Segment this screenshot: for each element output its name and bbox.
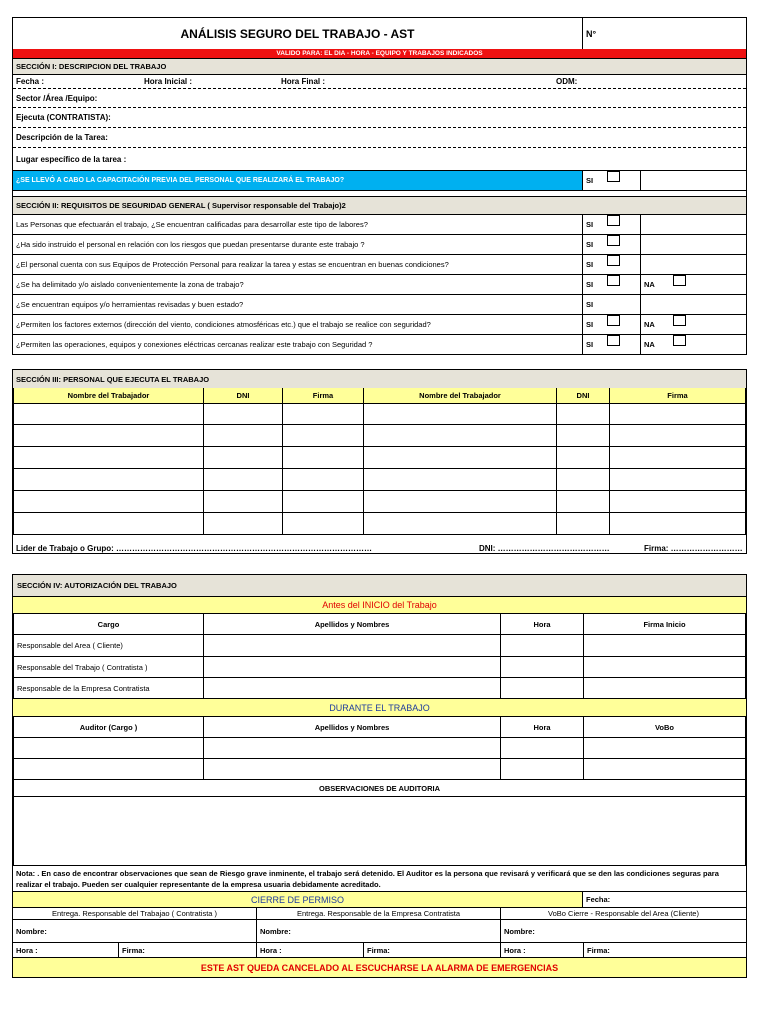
col-hora: Hora xyxy=(501,614,584,635)
section3-block xyxy=(12,369,747,554)
form-title: ANÁLISIS SEGURO DEL TRABAJO - AST xyxy=(180,26,415,41)
worker-dni-cell[interactable] xyxy=(204,513,283,535)
worker-dni-cell[interactable] xyxy=(204,425,283,447)
worker-firma-cell[interactable] xyxy=(610,513,746,535)
firma-field-2[interactable]: Firma: xyxy=(363,943,500,957)
hora-inicial-field[interactable]: Hora Inicial : xyxy=(144,77,193,86)
question-row xyxy=(13,314,746,334)
worker-name-cell[interactable] xyxy=(364,469,557,491)
na-checkbox[interactable] xyxy=(673,275,686,286)
resp-area-firma[interactable] xyxy=(584,635,746,657)
resp-trabajo-label: Responsable del Trabajo ( Contratista ) xyxy=(14,657,204,678)
cancelado-banner: ESTE AST QUEDA CANCELADO AL ESCUCHARSE LA ALARMA DE EMERGENCIAS xyxy=(200,962,559,973)
question-row xyxy=(13,274,746,294)
form-number-field[interactable] xyxy=(582,18,746,49)
worker-name-cell[interactable] xyxy=(364,447,557,469)
col-firma-2: Firma xyxy=(610,388,746,404)
worker-dni-cell[interactable] xyxy=(557,513,610,535)
worker-firma-cell[interactable] xyxy=(610,491,746,513)
si-label: SI xyxy=(586,260,594,269)
worker-firma-cell[interactable] xyxy=(283,404,364,425)
worker-row xyxy=(14,513,746,535)
si-checkbox[interactable] xyxy=(607,335,620,346)
auditor-cell-1[interactable] xyxy=(14,738,204,759)
worker-firma-cell[interactable] xyxy=(283,447,364,469)
question-text: ¿El personal cuenta con sus Equipos de Protección Personal para realizar la tarea y estas se encuentran en buenas condiciones? xyxy=(16,260,449,269)
question-text: ¿Se encuentran equipos y/o herramientas revisadas y buen estado? xyxy=(16,300,244,309)
na-label: NA xyxy=(644,320,655,329)
form-number-label: N° xyxy=(586,28,597,39)
firma-field-1[interactable]: Firma: xyxy=(118,943,256,957)
nombre-field-3[interactable]: Nombre: xyxy=(500,920,746,942)
question-row xyxy=(13,294,746,314)
si-label: SI xyxy=(586,280,594,289)
si-label: SI xyxy=(586,220,594,229)
si-label: SI xyxy=(586,240,594,249)
descripcion-field[interactable]: Descripción de la Tarea: xyxy=(16,133,108,142)
worker-name-cell[interactable] xyxy=(364,513,557,535)
resp-trabajo-hora[interactable] xyxy=(501,657,584,678)
col-dni-2: DNI xyxy=(557,388,610,404)
firma-field-3[interactable]: Firma: xyxy=(583,943,746,957)
resp-area-hora[interactable] xyxy=(501,635,584,657)
col-vobo: VoBo xyxy=(584,717,746,738)
fecha-field[interactable]: Fecha : xyxy=(16,77,45,86)
worker-dni-cell[interactable] xyxy=(204,404,283,425)
si-checkbox[interactable] xyxy=(607,315,620,326)
section3-title: SECCIÓN III: PERSONAL QUE EJECUTA EL TRABAJO xyxy=(13,370,746,388)
resp-empresa-nombre[interactable] xyxy=(204,678,501,699)
resp-trabajo-firma[interactable] xyxy=(584,657,746,678)
auditor-hora-1[interactable] xyxy=(501,738,584,759)
section4-title: SECCIÓN IV: AUTORIZACIÓN DEL TRABAJO xyxy=(13,575,746,596)
section2-questions xyxy=(13,214,746,354)
worker-firma-cell[interactable] xyxy=(610,469,746,491)
si-label: SI xyxy=(586,300,594,309)
na-label: NA xyxy=(644,280,655,289)
resp-area-label: Responsable del Area ( Cliente) xyxy=(14,635,204,657)
worker-name-cell[interactable] xyxy=(14,447,204,469)
capacitacion-question: ¿SE LLEVÓ A CABO LA CAPACITACIÓN PREVIA DEL PERSONAL QUE REALIZARÁ EL TRABAJO? xyxy=(13,171,582,190)
header-block xyxy=(12,17,747,355)
na-label: NA xyxy=(644,340,655,349)
si-label: SI xyxy=(586,340,594,349)
question-text: Las Personas que efectuarán el trabajo, ¿Se encuentran calificadas para desarrollar este tipo de labores? xyxy=(16,220,368,229)
hora-final-field[interactable]: Hora Final : xyxy=(281,77,326,86)
auditor-nombre-2[interactable] xyxy=(204,759,501,780)
section4-block xyxy=(12,574,747,978)
lider-firma-field[interactable]: Firma: ……………………… xyxy=(644,544,743,553)
capacitacion-si-checkbox[interactable] xyxy=(607,171,620,182)
fecha-row xyxy=(13,74,746,89)
resp-empresa-hora[interactable] xyxy=(501,678,584,699)
hora-field-3[interactable]: Hora : xyxy=(500,943,583,957)
capacitacion-si-label: SI xyxy=(586,176,594,185)
na-empty xyxy=(640,295,746,314)
col-auditor: Auditor (Cargo ) xyxy=(14,717,204,738)
resp-trabajo-nombre[interactable] xyxy=(204,657,501,678)
worker-dni-cell[interactable] xyxy=(557,491,610,513)
na-empty xyxy=(640,215,746,234)
worker-row xyxy=(14,447,746,469)
worker-name-cell[interactable] xyxy=(14,425,204,447)
autorizacion-table xyxy=(13,613,746,699)
worker-name-cell[interactable] xyxy=(14,513,204,535)
ast-form xyxy=(12,17,747,978)
si-checkbox[interactable] xyxy=(607,235,620,246)
worker-name-cell[interactable] xyxy=(364,404,557,425)
nombre-field-1[interactable]: Nombre: xyxy=(16,926,47,936)
observaciones-heading: OBSERVACIONES DE AUDITORIA xyxy=(14,780,746,797)
worker-firma-cell[interactable] xyxy=(283,469,364,491)
col-nombre-2: Nombre del Trabajador xyxy=(364,388,557,404)
question-text: ¿Ha sido instruido el personal en relación con los riesgos que puedan presentarse durante este trabajo ? xyxy=(16,240,365,249)
cierre-fecha-field[interactable]: Fecha: xyxy=(582,892,746,907)
hora-field-2[interactable]: Hora : xyxy=(256,943,363,957)
col-hora-2: Hora xyxy=(501,717,584,738)
hora-field-1[interactable]: Hora : xyxy=(16,945,38,955)
worker-firma-cell[interactable] xyxy=(610,404,746,425)
worker-dni-cell[interactable] xyxy=(557,447,610,469)
si-checkbox[interactable] xyxy=(607,255,620,266)
question-text: ¿Se ha delimitado y/o aislado convenientemente la zona de trabajo? xyxy=(16,280,244,289)
personal-table xyxy=(13,387,746,535)
question-text: ¿Permiten los factores externos (dirección del viento, condiciones atmosféricas etc.) que el trabajo se realice con seguridad? xyxy=(16,320,431,329)
worker-row xyxy=(14,425,746,447)
worker-name-cell[interactable] xyxy=(364,491,557,513)
col-apellidos: Apellidos y Nombres xyxy=(204,614,501,635)
lider-dni-field[interactable]: DNI: …………………………………… xyxy=(479,544,610,553)
vobo-cierre-heading: VoBo Cierre - Responsable del Area (Cliente) xyxy=(500,908,746,919)
nombre-field-2[interactable]: Nombre: xyxy=(256,920,500,942)
auditor-vobo-1[interactable] xyxy=(584,738,746,759)
col-cargo: Cargo xyxy=(14,614,204,635)
antes-heading: Antes del INICIO del Trabajo xyxy=(322,600,437,610)
worker-firma-cell[interactable] xyxy=(283,491,364,513)
na-empty xyxy=(640,235,746,254)
na-checkbox[interactable] xyxy=(673,335,686,346)
question-row xyxy=(13,334,746,354)
odm-field[interactable]: ODM: xyxy=(556,77,578,86)
section2-title: SECCIÓN II: REQUISITOS DE SEGURIDAD GENERAL ( Supervisor responsable del Trabajo)2 xyxy=(13,197,746,214)
na-checkbox[interactable] xyxy=(673,315,686,326)
worker-firma-cell[interactable] xyxy=(283,513,364,535)
worker-firma-cell[interactable] xyxy=(283,425,364,447)
si-checkbox[interactable] xyxy=(607,275,620,286)
si-checkbox[interactable] xyxy=(607,215,620,226)
col-firma-1: Firma xyxy=(283,388,364,404)
entrega-trabajo-heading: Entrega. Responsable del Trabajao ( Contratista ) xyxy=(51,909,218,918)
durante-heading: DURANTE EL TRABAJO xyxy=(329,702,430,713)
auditor-vobo-2[interactable] xyxy=(584,759,746,780)
worker-dni-cell[interactable] xyxy=(204,491,283,513)
question-row xyxy=(13,254,746,274)
sector-field[interactable]: Sector /Área /Equipo: xyxy=(16,94,98,103)
resp-empresa-label: Responsable de la Empresa Contratista xyxy=(14,678,204,699)
section1-title: SECCIÓN I: DESCRIPCION DEL TRABAJO xyxy=(13,59,746,74)
na-empty xyxy=(640,255,746,274)
worker-name-cell[interactable] xyxy=(364,425,557,447)
worker-firma-cell[interactable] xyxy=(610,447,746,469)
worker-dni-cell[interactable] xyxy=(557,404,610,425)
observaciones-area[interactable] xyxy=(14,797,746,866)
worker-firma-cell[interactable] xyxy=(610,425,746,447)
entrega-empresa-heading: Entrega. Responsable de la Empresa Contratista xyxy=(256,908,500,919)
worker-dni-cell[interactable] xyxy=(557,425,610,447)
worker-name-cell[interactable] xyxy=(14,491,204,513)
question-row xyxy=(13,214,746,234)
ejecuta-field[interactable]: Ejecuta (CONTRATISTA): xyxy=(16,113,111,122)
cierre-heading: CIERRE DE PERMISO xyxy=(250,894,344,905)
capacitacion-extra xyxy=(640,171,746,190)
auditor-hora-2[interactable] xyxy=(501,759,584,780)
auditor-nombre-1[interactable] xyxy=(204,738,501,759)
valid-banner: VALIDO PARA: EL DIA - HORA - EQUIPO Y TRABAJOS INDICADOS xyxy=(276,50,483,57)
col-firma-inicio: Firma Inicio xyxy=(584,614,746,635)
question-row xyxy=(13,234,746,254)
question-text: ¿Permiten las operaciones, equipos y conexiones eléctricas cercanas realizar este trabajo con Seguridad ? xyxy=(16,340,373,349)
worker-name-cell[interactable] xyxy=(14,469,204,491)
nota-text: Nota: . En caso de encontrar observaciones que sean de Riesgo grave inminente, el trabajo será detenido. El Auditor es la persona que revisará y verificará que se den las condiciones seguras para realizar el trabajo. Pueden ser cualquier representante de la empresa usuaria debidamente acreditado. xyxy=(16,869,719,889)
worker-row xyxy=(14,469,746,491)
resp-area-nombre[interactable] xyxy=(204,635,501,657)
resp-empresa-firma[interactable] xyxy=(584,678,746,699)
worker-dni-cell[interactable] xyxy=(204,469,283,491)
auditor-cell-2[interactable] xyxy=(14,759,204,780)
lugar-field[interactable]: Lugar específico de la tarea : xyxy=(16,154,127,164)
col-nombre-1: Nombre del Trabajador xyxy=(14,388,204,404)
worker-row xyxy=(14,491,746,513)
lider-field[interactable]: Lider de Trabajo o Grupo: …………………………………………………………………………………… xyxy=(16,544,373,553)
col-apellidos-2: Apellidos y Nombres xyxy=(204,717,501,738)
worker-dni-cell[interactable] xyxy=(204,447,283,469)
col-dni-1: DNI xyxy=(204,388,283,404)
worker-dni-cell[interactable] xyxy=(557,469,610,491)
auditoria-table xyxy=(13,716,746,866)
worker-name-cell[interactable] xyxy=(14,404,204,425)
worker-row xyxy=(14,404,746,425)
si-label: SI xyxy=(586,320,594,329)
